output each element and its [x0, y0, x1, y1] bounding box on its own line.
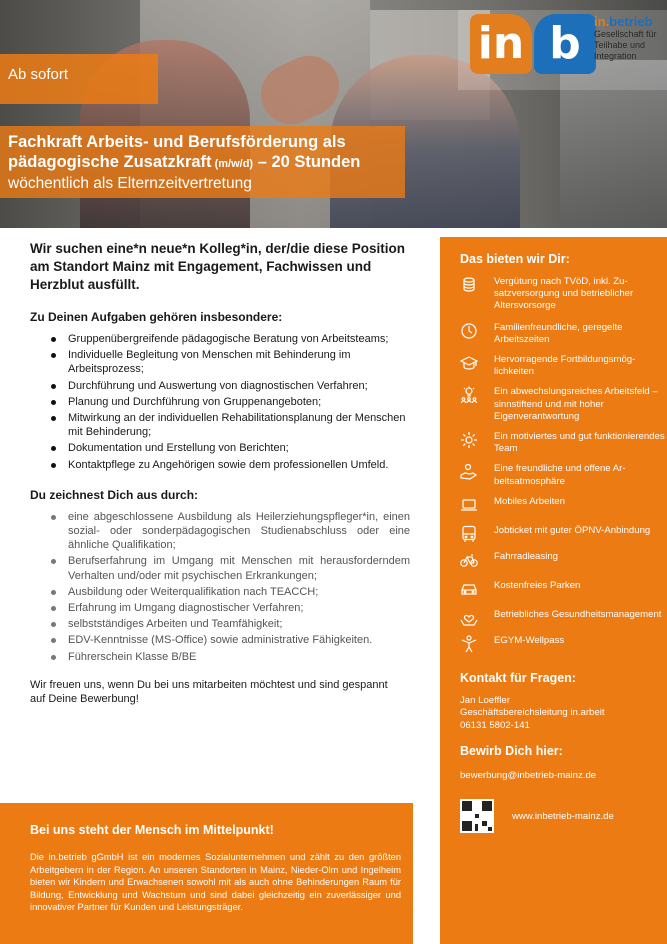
benefit-text: Fahrradleasing — [494, 550, 558, 562]
benefit-text: Betriebliches Gesundheitsmanagement — [494, 608, 662, 620]
benefit-item — [460, 322, 667, 346]
quals-list — [30, 510, 410, 664]
benefit-item — [460, 276, 667, 313]
list-item: Berufserfahrung im Umgang mit Menschen mit herausforderndem Verhalten und/oder mit psychischen Erkrankungen; — [30, 554, 410, 582]
contact-section — [460, 671, 667, 732]
contact-heading: Kontakt für Fragen: — [460, 670, 576, 685]
list-item: Ausbildung oder Weiterqualifikation nach TEACCH; — [30, 585, 410, 599]
hero-photo — [0, 0, 667, 228]
about-heading: Bei uns steht der Mensch im Mittelpunkt! — [30, 823, 274, 837]
logo-subtitle: Gesellschaft für Teilhabe und Integration — [594, 29, 657, 61]
job-title-mwd: (m/w/d) — [211, 158, 254, 170]
benefit-item — [460, 386, 667, 423]
benefit-item — [460, 431, 667, 455]
list-item: Mitwirkung an der individuellen Rehabilitationsplanung der Menschen mit Behinderung; — [30, 411, 410, 439]
website-link[interactable]: www.inbetrieb-mainz.de — [512, 810, 614, 822]
benefit-item — [460, 635, 667, 653]
company-logo — [458, 10, 667, 90]
idea-people-icon — [460, 386, 494, 404]
benefits-list — [460, 276, 667, 653]
list-item: Durchführung und Auswertung von diagnostischen Verfahren; — [30, 379, 410, 393]
contact-role: Geschäftsbereichsleitung in.arbeit — [460, 707, 605, 719]
sidebar — [440, 237, 667, 944]
fitness-person-icon — [460, 635, 494, 653]
job-title-line3: wöchentlich als Elternzeitvertretung — [8, 175, 252, 192]
list-item: Dokumentation und Erstellung von Berichten; — [30, 441, 410, 455]
benefit-item — [460, 525, 667, 543]
tasks-list — [30, 332, 410, 472]
list-item: Führerschein Klasse B/BE — [30, 650, 410, 664]
clock-icon — [460, 322, 494, 340]
about-text: Die in.betrieb gGmbH ist ein modernes Sozialunternehmen und zählt zu den größten Arbeitgebern in der Region. An unseren Standorten in Mainz, Nieder-Olm und Ingelheim bieten wir Kindern und Erwachsenen sowohl mit als auch ohne Behinderungen Raum für Bildung, Entwicklung und Wachstum und sind dabei gleichzeitig ein zuverlässiger und innovativer Partner für Kunden und Leistungsträger. — [30, 852, 401, 913]
benefit-text: Mobiles Arbeiten — [494, 495, 565, 507]
apply-section — [460, 744, 667, 833]
list-item: Gruppenübergreifende pädagogische Beratung von Arbeitsteams; — [30, 332, 410, 346]
benefit-item — [460, 354, 667, 378]
apply-heading: Bewirb Dich hier: — [460, 744, 563, 759]
list-item: EDV-Kenntnisse (MS-Office) sowie administrative Fähigkeiten. — [30, 633, 410, 647]
contact-phone[interactable]: 06131 5802-141 — [460, 719, 530, 731]
list-item: Kontaktpflege zu Angehörigen sowie dem professionellen Umfeld. — [30, 458, 410, 472]
logo-tile-b: b — [534, 14, 596, 74]
graduation-cap-icon — [460, 354, 494, 372]
quals-heading: Du zeichnest Dich aus durch: — [30, 487, 199, 502]
benefit-item — [460, 551, 667, 569]
job-title-main: Fachkraft Arbeits- und Berufsförderung als pädagogische Zusatzkraft — [8, 133, 346, 171]
benefit-text: EGYM-Wellpass — [494, 634, 565, 646]
main-content — [30, 240, 410, 706]
benefit-text: Ein abwechslungsreiches Arbeitsfeld – sinnstiftend und mit hoher Eigenverantwortung — [494, 386, 658, 422]
benefit-text: Jobticket mit guter ÖPNV-Anbindung — [494, 524, 651, 536]
benefit-item — [460, 580, 667, 598]
benefit-text: Familienfreundliche, geregelte Arbeitszeiten — [494, 321, 623, 345]
team-gear-icon — [460, 431, 494, 449]
bus-icon — [460, 525, 494, 543]
list-item: Planung und Durchführung von Gruppenangeboten; — [30, 395, 410, 409]
benefit-item — [460, 496, 667, 514]
benefit-text: Hervorragende Fortbildungsmöglichkeiten — [494, 354, 636, 378]
logo-brand: in.betrieb — [594, 14, 653, 29]
closing-text: Wir freuen uns, wenn Du bei uns mitarbeiten möchtest und sind gespannt auf Deine Bewerbung! — [30, 678, 388, 705]
start-badge: Ab sofort — [0, 54, 158, 104]
benefits-heading: Das bieten wir Dir: — [460, 252, 570, 266]
benefit-text: Vergütung nach TVöD, inkl. Zusatzversorgung und betrieblicher Altersvorsorge — [494, 276, 634, 312]
logo-tile-in: in — [470, 14, 532, 74]
health-hands-icon — [460, 609, 494, 627]
intro-text: Wir suchen eine*n neue*n Kolleg*in, der/die diese Position am Standort Mainz mit Engagement, Fachwissen und Herzblut ausfüllt. — [30, 241, 405, 292]
job-title — [0, 126, 405, 198]
list-item: Individuelle Begleitung von Menschen mit Behinderung im Arbeitsprozess; — [30, 348, 410, 376]
bicycle-icon — [460, 551, 494, 569]
apply-email-link[interactable]: bewerbung@inbetrieb-mainz.de — [460, 770, 597, 782]
contact-name: Jan Loeffler — [460, 694, 510, 706]
benefit-item — [460, 609, 667, 627]
caring-hand-icon — [460, 463, 494, 481]
laptop-icon — [460, 496, 494, 514]
benefit-text: Kostenfreies Parken — [494, 579, 581, 591]
about-box — [0, 803, 413, 944]
list-item: Erfahrung im Umgang diagnostischer Verfahren; — [30, 601, 410, 615]
benefit-text: Ein motiviertes und gut funktionierendes Team — [494, 431, 665, 455]
list-item: eine abgeschlossene Ausbildung als Heilerziehungspfleger*in, einen sozial- oder sonderpädagogischen Studienabschluss oder eine ähnliche Qualifikation; — [30, 510, 410, 553]
job-title-hours: – 20 Stunden — [253, 153, 361, 171]
qr-code[interactable] — [460, 799, 494, 833]
benefit-text: Eine freundliche und offene Arbeitsatmosphäre — [494, 463, 626, 487]
benefit-item — [460, 463, 667, 487]
coins-icon — [460, 276, 494, 294]
list-item: selbstständiges Arbeiten und Teamfähigkeit; — [30, 617, 410, 631]
tasks-heading: Zu Deinen Aufgaben gehören insbesondere: — [30, 310, 283, 324]
car-icon — [460, 580, 494, 598]
